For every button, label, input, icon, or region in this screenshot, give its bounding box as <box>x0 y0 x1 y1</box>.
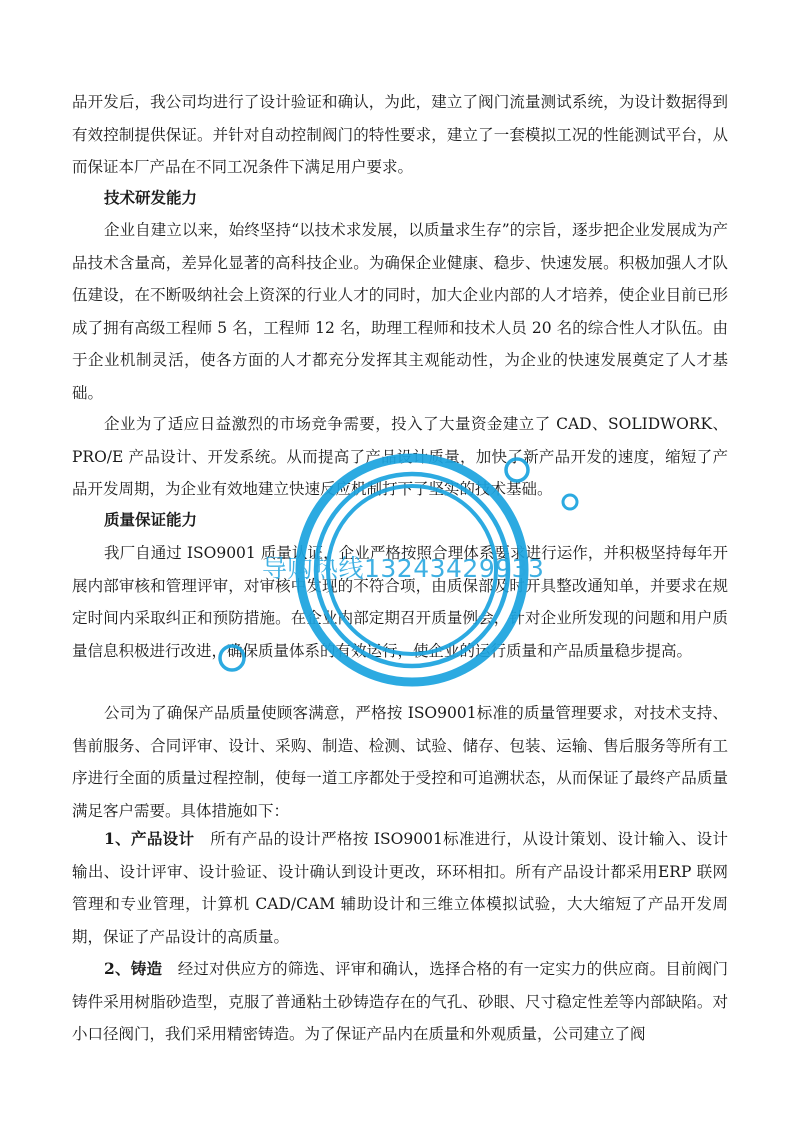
label-casting: 2、铸造 <box>104 959 163 978</box>
paragraph-quality-control: 公司为了确保产品质量使顾客满意，严格按 ISO9001标准的质量管理要求，对技术支持、售前服务、合同评审、设计、采购、制造、检测、试验、储存、包装、运输、售后服务等所有工序进行全面的质量过程控制，使每一道工序都处于受控和可追溯状态，从而保证了最终产品质量满足客户需要。具体措施如下： <box>72 704 728 820</box>
paragraph-product-design <box>72 823 728 953</box>
watermark-hotline-text: 导购热线13243429933 <box>262 554 545 583</box>
heading-rd-capability: 技术研发能力 <box>104 188 198 207</box>
paragraph-enterprise-talent: 企业自建立以来，始终坚持“以技术求发展，以质量求生存”的宗旨，逐步把企业发展成为产品技术含量高，差异化显著的高科技企业。为确保企业健康、稳步、快速发展。积极加强人才队伍建设，在不断吸纳社会上资深的行业人才的同时，加大企业内部的人才培养，使企业目前已形成了拥有高级工程师 5 名，工程师 12 名，助理工程师和技术人员 20 名的综合性人才队伍。由于企业机制灵活，使各方面的人才都充分发挥其主观能动性，为企业的快速发展奠定了人才基础。 <box>72 221 728 402</box>
heading-quality-assurance: 质量保证能力 <box>104 510 198 529</box>
paragraph-design-verification: 品开发后，我公司均进行了设计验证和确认，为此，建立了阀门流量测试系统，为设计数据得到有效控制提供保证。并针对自动控制阀门的特性要求，建立了一套模拟工况的性能测试平台，从而保证本厂产品在不同工况条件下满足用户要求。 <box>72 93 728 176</box>
text-casting: 经过对供应方的筛选、评审和确认，选择合格的有一定实力的供应商。目前阀门铸件采用树脂砂造型，克服了普通粘土砂铸造存在的气孔、砂眼、尺寸稳定性差等内部缺陷。对小口径阀门，我们采用精密铸造。为了保证产品内在质量和外观质量，公司建立了阀 <box>72 960 728 1043</box>
label-product-design: 1、产品设计 <box>104 829 195 848</box>
paragraph-casting <box>72 953 728 1051</box>
text-product-design: 所有产品的设计严格按 ISO9001标准进行，从设计策划、设计输入、设计输出、设计评审、设计验证、设计确认到设计更改，环环相扣。所有产品设计都采用ERP 联网管理和专业管理，计算机 CAD/CAM 辅助设计和三维立体模拟试验，大大缩短了产品开发周期，保证了产品设计的高质量。 <box>72 830 729 946</box>
paragraph-cad-systems: 企业为了适应日益激烈的市场竞争需要，投入了大量资金建立了 CAD、SOLIDWORK、PRO/E 产品设计、开发系统。从而提高了产品设计质量，加快了新产品开发的速度，缩短了产品开发周期，为企业有效地建立快速反应机制打下了坚实的技术基础。 <box>72 415 728 498</box>
paragraph-iso-certification: 我厂自通过 ISO9001 质量认证，企业严格按照合理体系要求进行运作，并积极坚持每年开展内部审核和管理评审，对审核中发现的不符合项，由质保部及时开具整改通知单，并要求在规定时间内采取纠正和预防措施。在企业内部定期召开质量例会，针对企业所发现的问题和用户质量信息积极进行改进，确保质量体系的有效运行，使企业的运行质量和产品质量稳步提高。 <box>72 544 728 660</box>
